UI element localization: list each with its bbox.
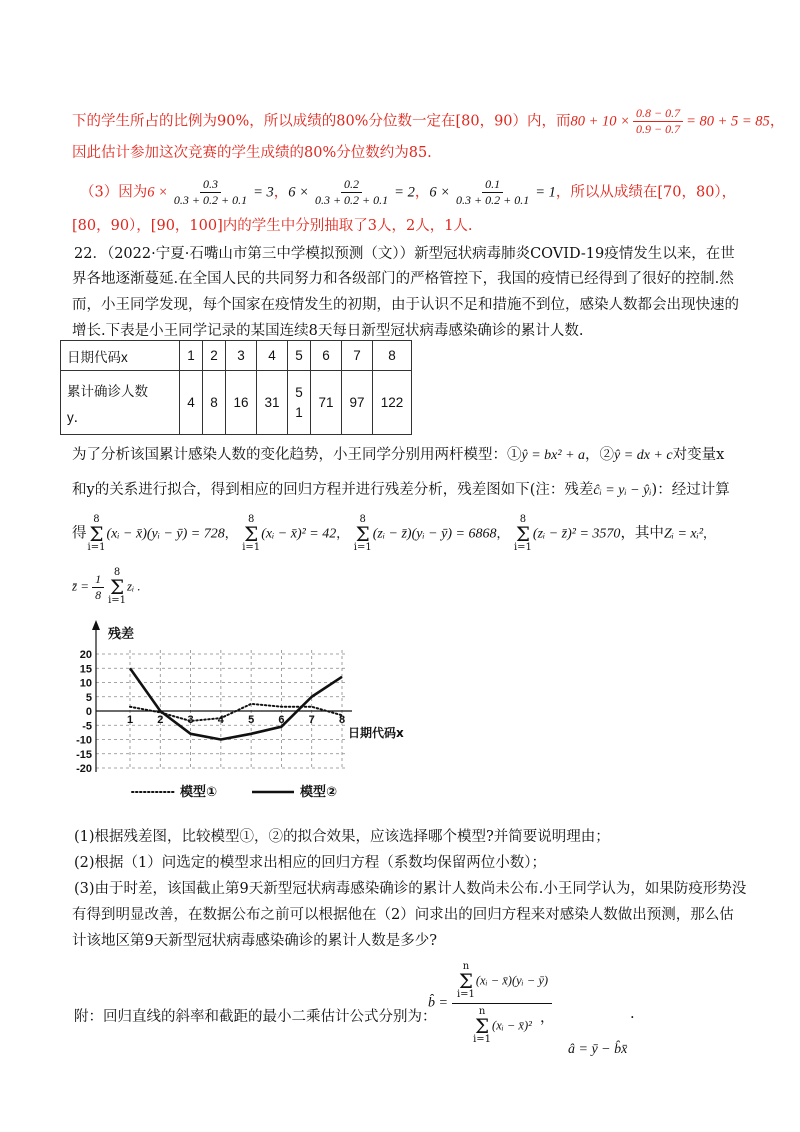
table-row-x: [61, 341, 412, 371]
table-cell: 7: [342, 341, 373, 371]
sum4-equation: (zᵢ − z̄)² = 3570: [532, 526, 621, 542]
sum-upper: 8: [248, 514, 255, 525]
b-denominator-expr: (xᵢ − x̄)²: [492, 1018, 532, 1033]
expr-lead: 6 ×: [429, 184, 450, 201]
fraction-numerator: 0.2: [341, 177, 362, 193]
y-axis-label: 残差: [108, 627, 135, 642]
solution-line-1: [72, 106, 785, 137]
models-line: [72, 444, 740, 467]
expr-tail: = 1: [535, 184, 556, 201]
table-cell: 4: [257, 341, 288, 371]
sum-symbol: 8 Σ i=1: [87, 514, 106, 553]
period: .: [630, 1006, 635, 1022]
expr-tail: = 2: [394, 184, 415, 201]
punct: ，: [224, 525, 238, 541]
fraction-numerator: 1: [92, 572, 104, 588]
question-3-line-3: 计该地区第9天新型冠状病毒感染确诊的累计人数是多少?: [72, 933, 437, 949]
solution-line-2: 因此估计参加这次竞赛的学生成绩的80%分位数约为85.: [72, 145, 432, 161]
b-denominator: [468, 1004, 536, 1045]
y-axis-arrow: [92, 620, 100, 630]
x-tick-label: 2: [157, 714, 164, 726]
fraction: [171, 177, 250, 208]
fraction: [312, 177, 391, 208]
a-formula: â = ȳ − b̂x̄: [568, 1042, 628, 1057]
problem-intro-1: 22．（2022·宁夏·石嘴山市第三中学模拟预测（文））新型冠状病毒肺炎COVID-19疫情发生以来，在世: [74, 246, 735, 262]
legend-label-2: 模型②: [300, 785, 338, 800]
sum-symbol: 8 Σ i=1: [242, 514, 261, 553]
sum1-equation: (xᵢ − x̄)(yᵢ − ȳ) = 728: [106, 526, 225, 542]
table-cell: 1: [180, 341, 203, 371]
problem-text: 得: [72, 525, 87, 542]
fraction-denominator: 0.3 + 0.2 + 0.1: [456, 193, 530, 207]
model1-equation: ŷ = bx² + a: [521, 448, 586, 463]
series-line-2: [130, 668, 342, 739]
fraction-denominator: 0.3 + 0.2 + 0.1: [314, 193, 389, 207]
solution-line-3: [80, 177, 740, 208]
x-tick-label: 1: [126, 714, 134, 726]
table-cell: 71: [311, 371, 342, 435]
y-tick-label: 20: [79, 649, 92, 661]
problem-text: 为了分析该国累计感染人数的变化趋势，小王同学分别用两杆模型：①: [72, 447, 522, 463]
punct: ，: [336, 525, 349, 541]
x-axis-label: 日期代码x: [348, 726, 404, 740]
table-cell: 4: [180, 371, 203, 435]
sum-symbol: n Σ i=1: [473, 1006, 492, 1045]
problem-text: ，②: [585, 447, 615, 463]
sum-upper: 8: [93, 514, 100, 525]
residual-equation: ĉᵢ = yᵢ − ŷᵢ: [593, 483, 652, 498]
table-header-y-line2: y．: [67, 409, 88, 425]
y-tick-label: 15: [79, 663, 92, 676]
sum-symbol: 8 Σ i=1: [108, 567, 127, 606]
problem-text: 对变量x: [672, 447, 725, 463]
y-tick-label: 10: [79, 677, 92, 690]
solution-text: ，所以从成绩在[70，80），: [555, 184, 737, 201]
x-tick-label: 4: [217, 714, 224, 726]
table-header-y-line1: 累计确诊人数: [67, 383, 148, 399]
sums-line: [72, 515, 740, 553]
x-tick-label: 5: [248, 714, 255, 726]
x-tick-label: 8: [338, 714, 346, 726]
y-tick-label: 5: [85, 691, 92, 704]
table-cell: 6: [311, 341, 342, 371]
expr-lead: 80 + 10 ×: [570, 113, 630, 130]
table-cell: 8: [373, 341, 412, 371]
fraction: [633, 106, 683, 137]
sum-lower: i=1: [456, 989, 475, 1000]
table-cell: 3: [226, 341, 257, 371]
x-tick-label: 6: [278, 714, 285, 726]
sum-symbol: 8 Σ i=1: [513, 514, 532, 553]
expr-tail: = 3: [253, 184, 274, 201]
b-formula: [428, 962, 552, 1045]
b-lhs: b̂ =: [428, 995, 448, 1011]
sum-lower: i=1: [473, 1034, 492, 1045]
model2-equation: ŷ = dx + c: [614, 448, 673, 463]
sum-symbol: 8 Σ i=1: [353, 514, 372, 553]
punct: ，: [414, 184, 430, 201]
question-1: (1)根据残差图，比较模型①，②的拟合效果，应该选择哪个模型?并简要说明理由；: [74, 829, 610, 845]
table-header-y: [61, 371, 180, 435]
table-header-x: 日期代码x: [61, 341, 180, 371]
question-2: (2)根据（1）问选定的模型求出相应的回归方程（系数均保留两位小数）；: [74, 855, 547, 871]
sum-upper: 8: [519, 514, 527, 525]
punct: ，: [769, 113, 785, 130]
fraction-numerator: 0.8 − 0.7: [633, 106, 683, 122]
fraction-denominator: 0.9 − 0.7: [635, 122, 681, 136]
table-cell: 97: [342, 371, 373, 435]
sum-upper: n: [462, 961, 470, 972]
question-3-line-1: (3)由于时差，该国截止第9天新型冠状病毒感染确诊的累计人数尚未公布.小王同学认为，如果防疫形势没: [74, 881, 747, 897]
residual-line: [72, 479, 740, 502]
solution-text: （3）因为: [80, 184, 148, 201]
punct: ，: [273, 184, 289, 201]
sum-lower: i=1: [513, 542, 532, 553]
fraction: [92, 572, 104, 603]
expr-tail: = 80 + 5 = 85: [686, 113, 770, 130]
solution-line-4: [80，90），[90，100]内的学生中分别抽取了3人，2人，1人.: [72, 218, 473, 234]
data-table: [60, 340, 412, 435]
table-cell: 51: [288, 371, 311, 435]
b-numerator-expr: (xᵢ − x̄)(yᵢ − ȳ): [475, 973, 549, 988]
question-3-line-2: 有得到明显改善，在数据公布之前可以根据他在（2）问求出的回归方程来对感染人数做出预测，那么估: [72, 907, 734, 923]
expr-lead: 6 ×: [288, 184, 309, 201]
table-cell: 31: [257, 371, 288, 435]
punct: ，: [703, 525, 716, 541]
x-tick-label: 7: [308, 714, 315, 726]
problem-intro-2: 界各地逐渐蔓延.在全国人民的共同努力和各级部门的严格管控下，我国的疫情已经得到了很好的控制.然: [72, 271, 734, 287]
x-tick-label: 3: [187, 714, 194, 726]
punct: ，: [496, 525, 509, 541]
sum-symbol: n Σ i=1: [456, 961, 475, 1000]
fraction: [453, 177, 532, 208]
b-numerator: [452, 962, 552, 1004]
fraction-denominator: 0.3 + 0.2 + 0.1: [173, 193, 248, 207]
sum-upper: 8: [113, 567, 121, 578]
y-tick-label: -5: [82, 720, 92, 733]
residual-chart: [68, 618, 404, 808]
zbar-tail: zᵢ .: [127, 578, 141, 594]
comma: ，: [540, 1010, 555, 1026]
problem-intro-4: 增长.下表是小王同学记录的某国连续8天每日新型冠状病毒感染确诊的累计人数.: [72, 323, 584, 339]
sum-lower: i=1: [242, 542, 261, 553]
problem-text: )：经过计算: [651, 482, 730, 498]
fraction-numerator: 0.3: [200, 177, 221, 193]
sum-lower: i=1: [353, 542, 372, 553]
legend-label-1: 模型①: [180, 785, 218, 800]
table-row-y: [61, 371, 412, 435]
table-cell: 16: [226, 371, 257, 435]
b-fraction: [452, 962, 552, 1045]
expr-lead: 6 ×: [147, 184, 168, 201]
table-cell: 122: [373, 371, 412, 435]
y-tick-label: -10: [76, 734, 92, 747]
appendix-lead: 附：回归直线的斜率和截距的最小二乘估计公式分别为：: [74, 1009, 437, 1025]
sum-upper: n: [478, 1006, 486, 1017]
fraction-denominator: 8: [95, 587, 102, 602]
sum-lower: i=1: [87, 542, 106, 553]
zbar-lhs: z̄ =: [72, 578, 90, 594]
problem-text: ，其中: [620, 525, 664, 542]
fraction-numerator: 0.1: [482, 177, 503, 193]
problem-intro-3: 而，小王同学发现，每个国家在疫情发生的初期，由于认识不足和措施不到位，感染人数都会出现快速的: [72, 297, 739, 313]
sum3-equation: (zᵢ − z̄)(yᵢ − ȳ) = 6868: [372, 526, 497, 542]
table-cell: 5: [288, 341, 311, 371]
sum-lower: i=1: [108, 595, 127, 606]
y-tick-label: -20: [76, 763, 92, 775]
y-tick-label: -15: [76, 748, 92, 761]
solution-text: 下的学生所占的比例为90%，所以成绩的80%分位数一定在[80，90）内，而: [72, 113, 571, 130]
table-cell: 8: [203, 371, 226, 435]
table-cell: 2: [203, 341, 226, 371]
sum-upper: 8: [359, 514, 366, 525]
z-definition: Zᵢ = xᵢ²: [663, 526, 704, 542]
zbar-line: [72, 568, 740, 606]
problem-text: 和y的关系进行拟合，得到相应的回归方程并进行残差分析，残差图如下(注：残差: [72, 482, 594, 498]
y-tick-label: 0: [85, 706, 92, 718]
sum2-equation: (xᵢ − x̄)² = 42: [261, 526, 337, 542]
